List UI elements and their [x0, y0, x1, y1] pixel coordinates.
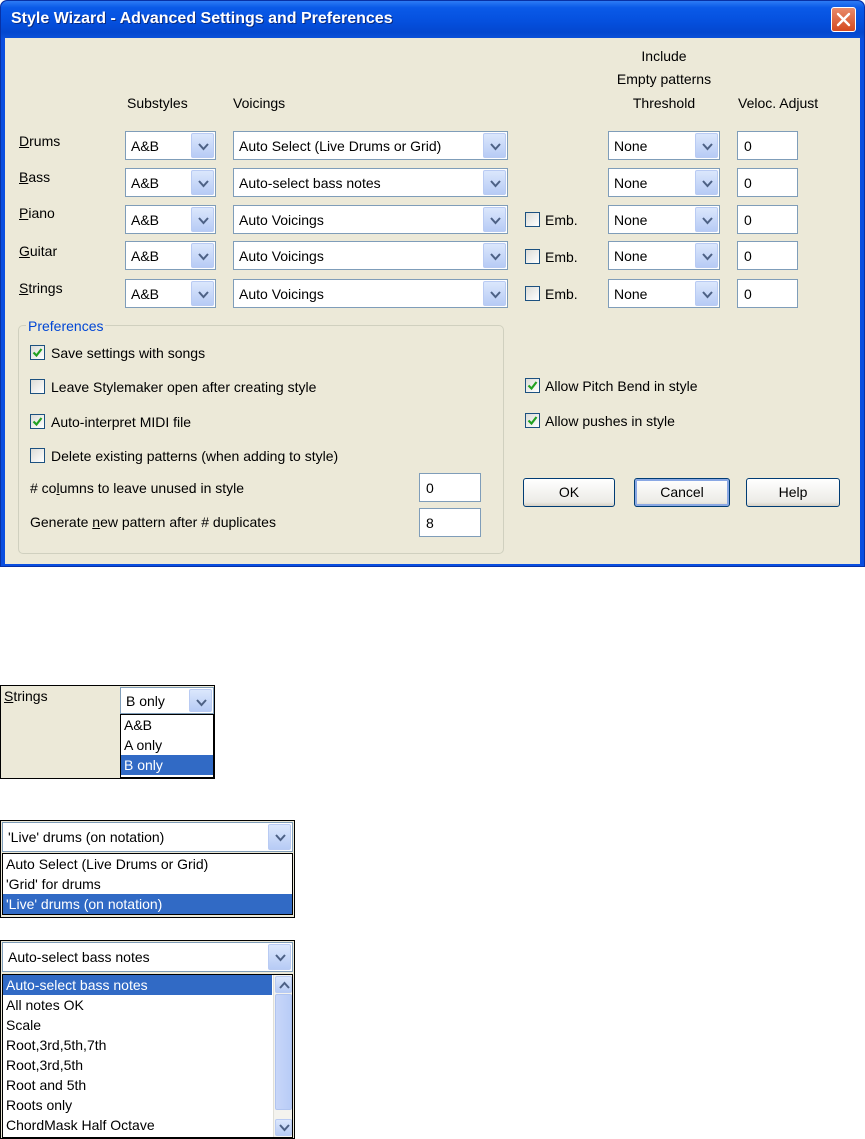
drums-voicing-dropdown-crop	[0, 820, 295, 918]
ok-button[interactable]: OK	[523, 478, 615, 507]
substyle-select-strings-open[interactable]: B only	[120, 687, 214, 714]
chevron-down-icon[interactable]	[483, 243, 506, 268]
columns-unused-label: # columns to leave unused in style	[30, 480, 245, 496]
voicing-select-guitar[interactable]: Auto Voicings	[233, 241, 508, 270]
voicing-select-piano[interactable]: Auto Voicings	[233, 205, 508, 234]
list-item[interactable]: A&B	[124, 717, 153, 733]
list-item-selected[interactable]: Auto-select bass notes	[3, 975, 272, 995]
window-title: Style Wizard - Advanced Settings and Preferences	[11, 10, 393, 27]
cancel-button[interactable]: Cancel	[634, 478, 730, 507]
drums-voicing-options-list	[2, 853, 293, 915]
row-label-piano: Piano	[19, 205, 55, 221]
chevron-up-icon	[279, 981, 290, 989]
chevron-down-icon[interactable]	[695, 243, 718, 268]
list-item[interactable]: Roots only	[6, 1097, 73, 1113]
help-button[interactable]: Help	[746, 478, 840, 507]
list-item[interactable]: All notes OK	[6, 997, 84, 1013]
list-item[interactable]: ChordMask Half Octave	[6, 1117, 155, 1133]
chevron-down-icon	[279, 1124, 290, 1132]
emb-label-piano: Emb.	[545, 212, 578, 228]
threshold-select-piano[interactable]: None	[608, 205, 720, 234]
threshold-select-strings[interactable]: None	[608, 279, 720, 308]
checkmark-icon	[527, 415, 538, 426]
close-icon	[836, 12, 851, 27]
include-header-line2: Empty patterns	[616, 71, 712, 87]
chevron-down-icon[interactable]	[191, 133, 214, 158]
delete-existing-label: Delete existing patterns (when adding to style)	[51, 448, 339, 464]
list-item[interactable]: 'Grid' for drums	[6, 876, 101, 892]
substyle-select-guitar[interactable]: A&B	[125, 241, 216, 270]
save-settings-label: Save settings with songs	[51, 345, 206, 361]
list-item[interactable]: Scale	[6, 1017, 42, 1033]
include-header-line1: Include	[641, 48, 687, 64]
emb-label-guitar: Emb.	[545, 249, 578, 265]
chevron-down-icon[interactable]	[483, 170, 506, 195]
list-item[interactable]: A only	[124, 737, 163, 753]
substyle-select-piano[interactable]: A&B	[125, 205, 216, 234]
row-label-bass: Bass	[19, 169, 51, 185]
chevron-down-icon[interactable]	[189, 689, 212, 712]
scroll-up-button[interactable]	[275, 976, 292, 993]
veloc-input-piano[interactable]: 0	[737, 205, 798, 234]
pitch-bend-label: Allow Pitch Bend in style	[545, 378, 698, 394]
pushes-checkbox[interactable]	[525, 413, 540, 428]
substyle-options-list	[120, 714, 214, 778]
chevron-down-icon[interactable]	[483, 207, 506, 232]
chevron-down-icon[interactable]	[268, 824, 291, 850]
threshold-select-drums[interactable]: None	[608, 131, 720, 160]
list-item-selected[interactable]: 'Live' drums (on notation)	[3, 894, 292, 914]
voicing-select-bass[interactable]: Auto-select bass notes	[233, 168, 508, 197]
emb-checkbox-piano[interactable]	[525, 212, 540, 227]
chevron-down-icon[interactable]	[191, 281, 214, 306]
pitch-bend-checkbox[interactable]	[525, 378, 540, 393]
voicing-select-strings[interactable]: Auto Voicings	[233, 279, 508, 308]
list-item-selected[interactable]: B only	[121, 755, 213, 775]
generate-new-label: Generate new pattern after # duplicates	[30, 514, 276, 530]
threshold-select-guitar[interactable]: None	[608, 241, 720, 270]
substyle-select-drums[interactable]: A&B	[125, 131, 216, 160]
substyle-select-strings[interactable]: A&B	[125, 279, 216, 308]
vertical-scrollbar[interactable]	[273, 975, 292, 1137]
voicing-select-drums[interactable]: Auto Select (Live Drums or Grid)	[233, 131, 508, 160]
chevron-down-icon[interactable]	[268, 944, 291, 970]
veloc-input-bass[interactable]: 0	[737, 168, 798, 197]
columns-unused-input[interactable]: 0	[419, 473, 481, 502]
bass-voicing-options-list	[2, 974, 293, 1138]
threshold-header: Threshold	[632, 95, 696, 111]
veloc-adjust-header: Veloc. Adjust	[738, 95, 819, 111]
chevron-down-icon[interactable]	[695, 133, 718, 158]
generate-new-input[interactable]: 8	[419, 508, 481, 537]
chevron-down-icon[interactable]	[695, 170, 718, 195]
auto-interpret-checkbox[interactable]	[30, 414, 45, 429]
scrollbar-thumb[interactable]	[275, 994, 292, 1110]
scroll-down-button[interactable]	[275, 1119, 292, 1136]
checkmark-icon	[527, 380, 538, 391]
row-label-drums: Drums	[19, 133, 61, 149]
voicing-select-drums-open[interactable]: 'Live' drums (on notation)	[2, 822, 293, 852]
emb-checkbox-guitar[interactable]	[525, 249, 540, 264]
substyles-header: Substyles	[127, 95, 188, 111]
list-item[interactable]: Root,3rd,5th,7th	[6, 1037, 107, 1053]
chevron-down-icon[interactable]	[483, 133, 506, 158]
close-button[interactable]	[831, 7, 856, 32]
checkmark-icon	[32, 347, 43, 358]
preferences-group-title: Preferences	[28, 318, 104, 334]
threshold-select-bass[interactable]: None	[608, 168, 720, 197]
voicings-header: Voicings	[233, 95, 286, 111]
style-wizard-dialog	[0, 0, 865, 567]
chevron-down-icon[interactable]	[483, 281, 506, 306]
list-item[interactable]: Auto Select (Live Drums or Grid)	[6, 856, 209, 872]
substyle-select-bass[interactable]: A&B	[125, 168, 216, 197]
bass-voicing-dropdown-crop	[0, 940, 295, 1139]
auto-interpret-label: Auto-interpret MIDI file	[51, 414, 192, 430]
chevron-down-icon[interactable]	[695, 207, 718, 232]
substyle-dropdown-crop	[0, 685, 215, 779]
emb-checkbox-strings[interactable]	[525, 286, 540, 301]
leave-open-checkbox[interactable]	[30, 379, 45, 394]
chevron-down-icon[interactable]	[695, 281, 718, 306]
veloc-input-drums[interactable]: 0	[737, 131, 798, 160]
row-label-strings: Strings	[19, 280, 63, 296]
chevron-down-icon[interactable]	[191, 243, 214, 268]
list-item[interactable]: Root,3rd,5th	[6, 1057, 84, 1073]
voicing-select-bass-open[interactable]: Auto-select bass notes	[2, 942, 293, 972]
pushes-label: Allow pushes in style	[545, 413, 675, 429]
leave-open-label: Leave Stylemaker open after creating style	[51, 379, 317, 395]
row-label-guitar: Guitar	[19, 243, 58, 259]
checkmark-icon	[32, 416, 43, 427]
veloc-input-guitar[interactable]: 0	[737, 241, 798, 270]
row-label-strings: Strings	[4, 688, 48, 704]
chevron-down-icon[interactable]	[191, 170, 214, 195]
chevron-down-icon[interactable]	[191, 207, 214, 232]
delete-existing-checkbox[interactable]	[30, 448, 45, 463]
list-item[interactable]: Root and 5th	[6, 1077, 87, 1093]
save-settings-checkbox[interactable]	[30, 345, 45, 360]
dialog-client-area	[5, 38, 860, 564]
title-bar[interactable]	[1, 1, 864, 38]
emb-label-strings: Emb.	[545, 286, 578, 302]
veloc-input-strings[interactable]: 0	[737, 279, 798, 308]
